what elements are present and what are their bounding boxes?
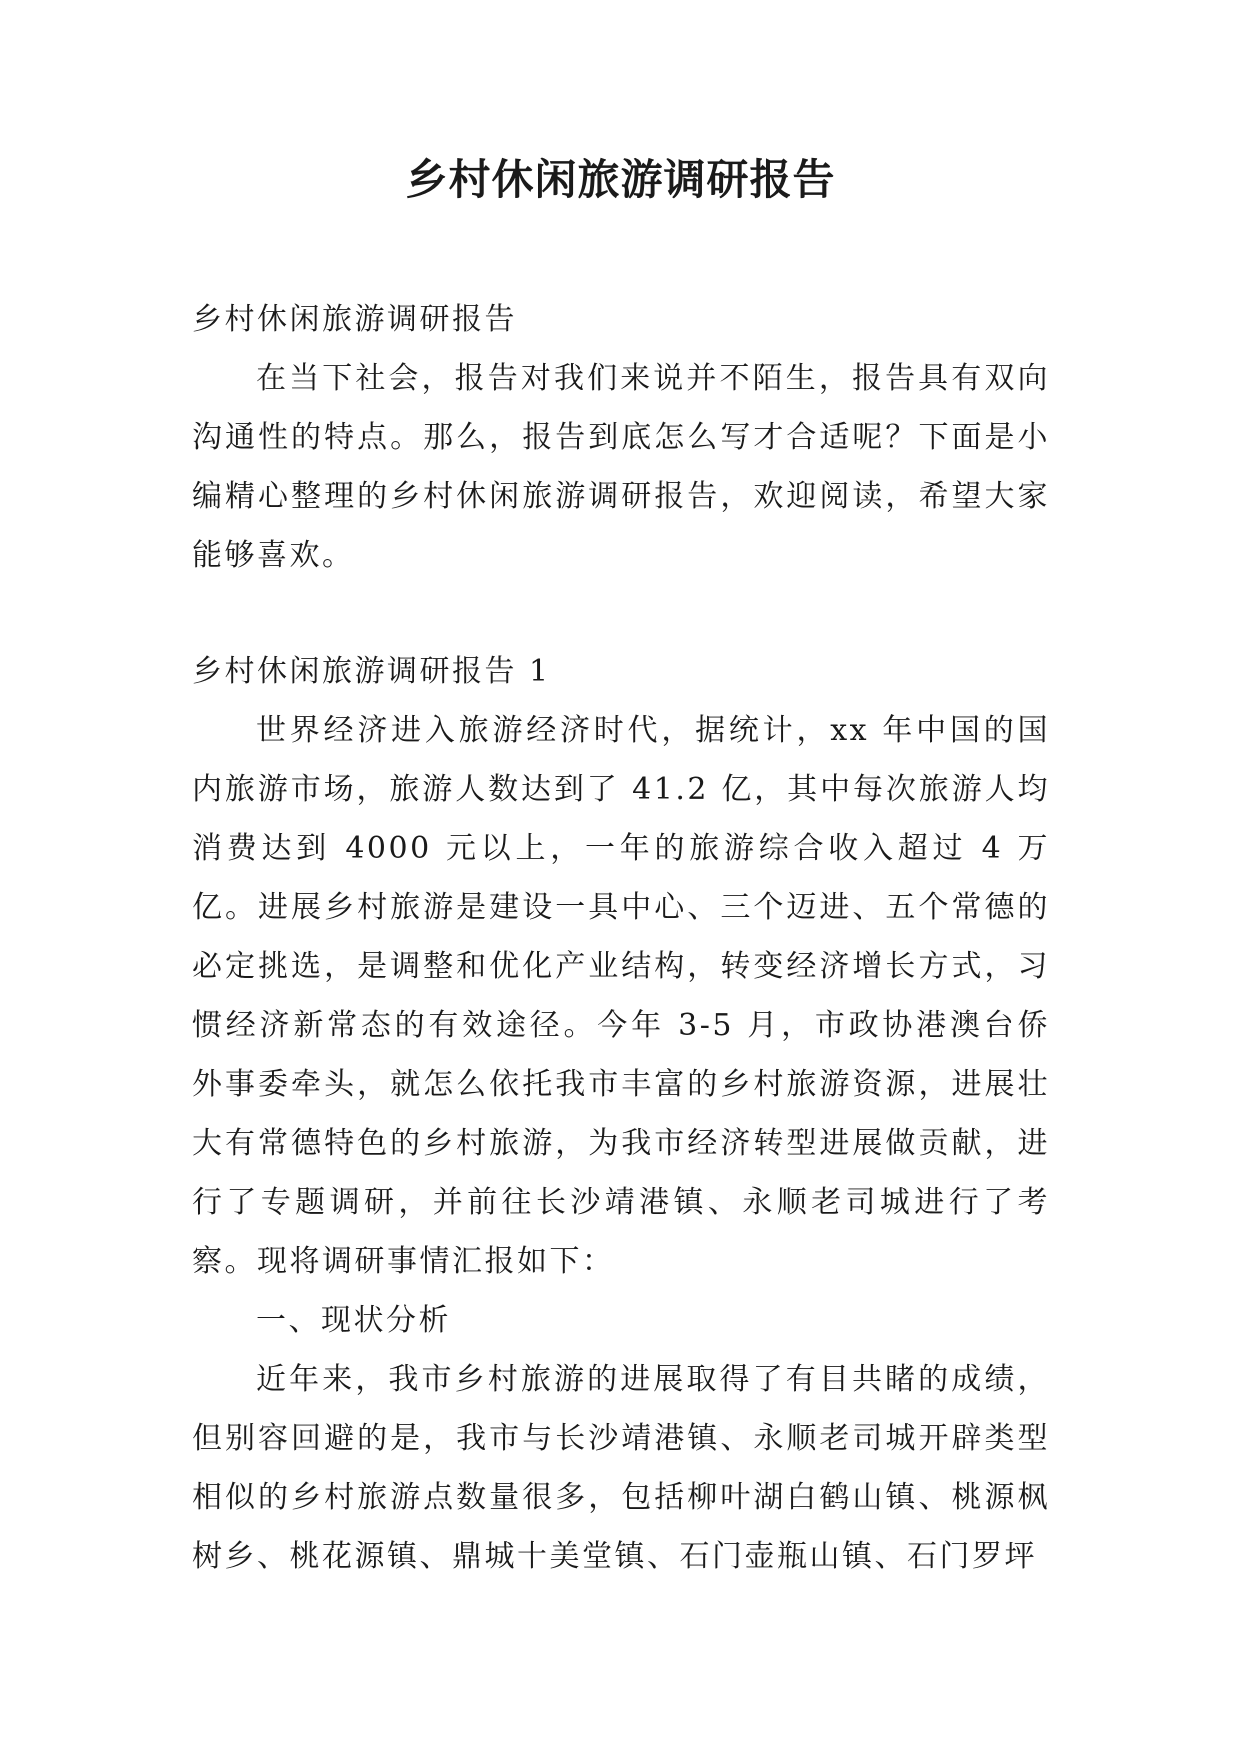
report-1-paragraph: 世界经济进入旅游经济时代，据统计，xx 年中国的国内旅游市场，旅游人数达到了 41.2 亿，其中每次旅游人均消费达到 4000 元以上，一年的旅游综合收入超过 4 万亿。进展乡村旅游是建设一具中心、三个迈进、五个常德的必定挑选，是调整和优化产业结构，转变经济增长方式，习惯经济新常态的有效途径。今年 3-5 月，市政协港澳台侨外事委牵头，就怎么依托我市丰富的乡村旅游资源，进展壮大有常德特色的乡村旅游，为我市经济转型进展做贡献，进行了专题调研，并前往长沙靖港镇、永顺老司城进行了考察。现将调研事情汇报如下： (192, 713, 1050, 1279)
status-analysis-paragraph: 近年来，我市乡村旅游的进展取得了有目共睹的成绩，但别容回避的是，我市与长沙靖港镇、永顺老司城开辟类型相似的乡村旅游点数量很多，包括柳叶湖白鹤山镇、桃源枫树乡、桃花源镇、鼎城十美堂镇、石门壶瓶山镇、石门罗坪 (192, 1362, 1050, 1574)
document-title: 乡村休闲旅游调研报告 (405, 155, 836, 204)
section-heading-report-1: 乡村休闲旅游调研报告 1 (192, 654, 551, 689)
paragraph-gap (192, 585, 1050, 642)
intro-paragraph: 在当下社会，报告对我们来说并不陌生，报告具有双向沟通性的特点。那么，报告到底怎么写才合适呢？下面是小编精心整理的乡村休闲旅游调研报告，欢迎阅读，希望大家能够喜欢。 (192, 361, 1050, 573)
subheading-status-analysis: 一、现状分析 (256, 1303, 451, 1338)
document-body (192, 290, 1050, 1586)
section-heading-intro: 乡村休闲旅游调研报告 (192, 302, 517, 337)
